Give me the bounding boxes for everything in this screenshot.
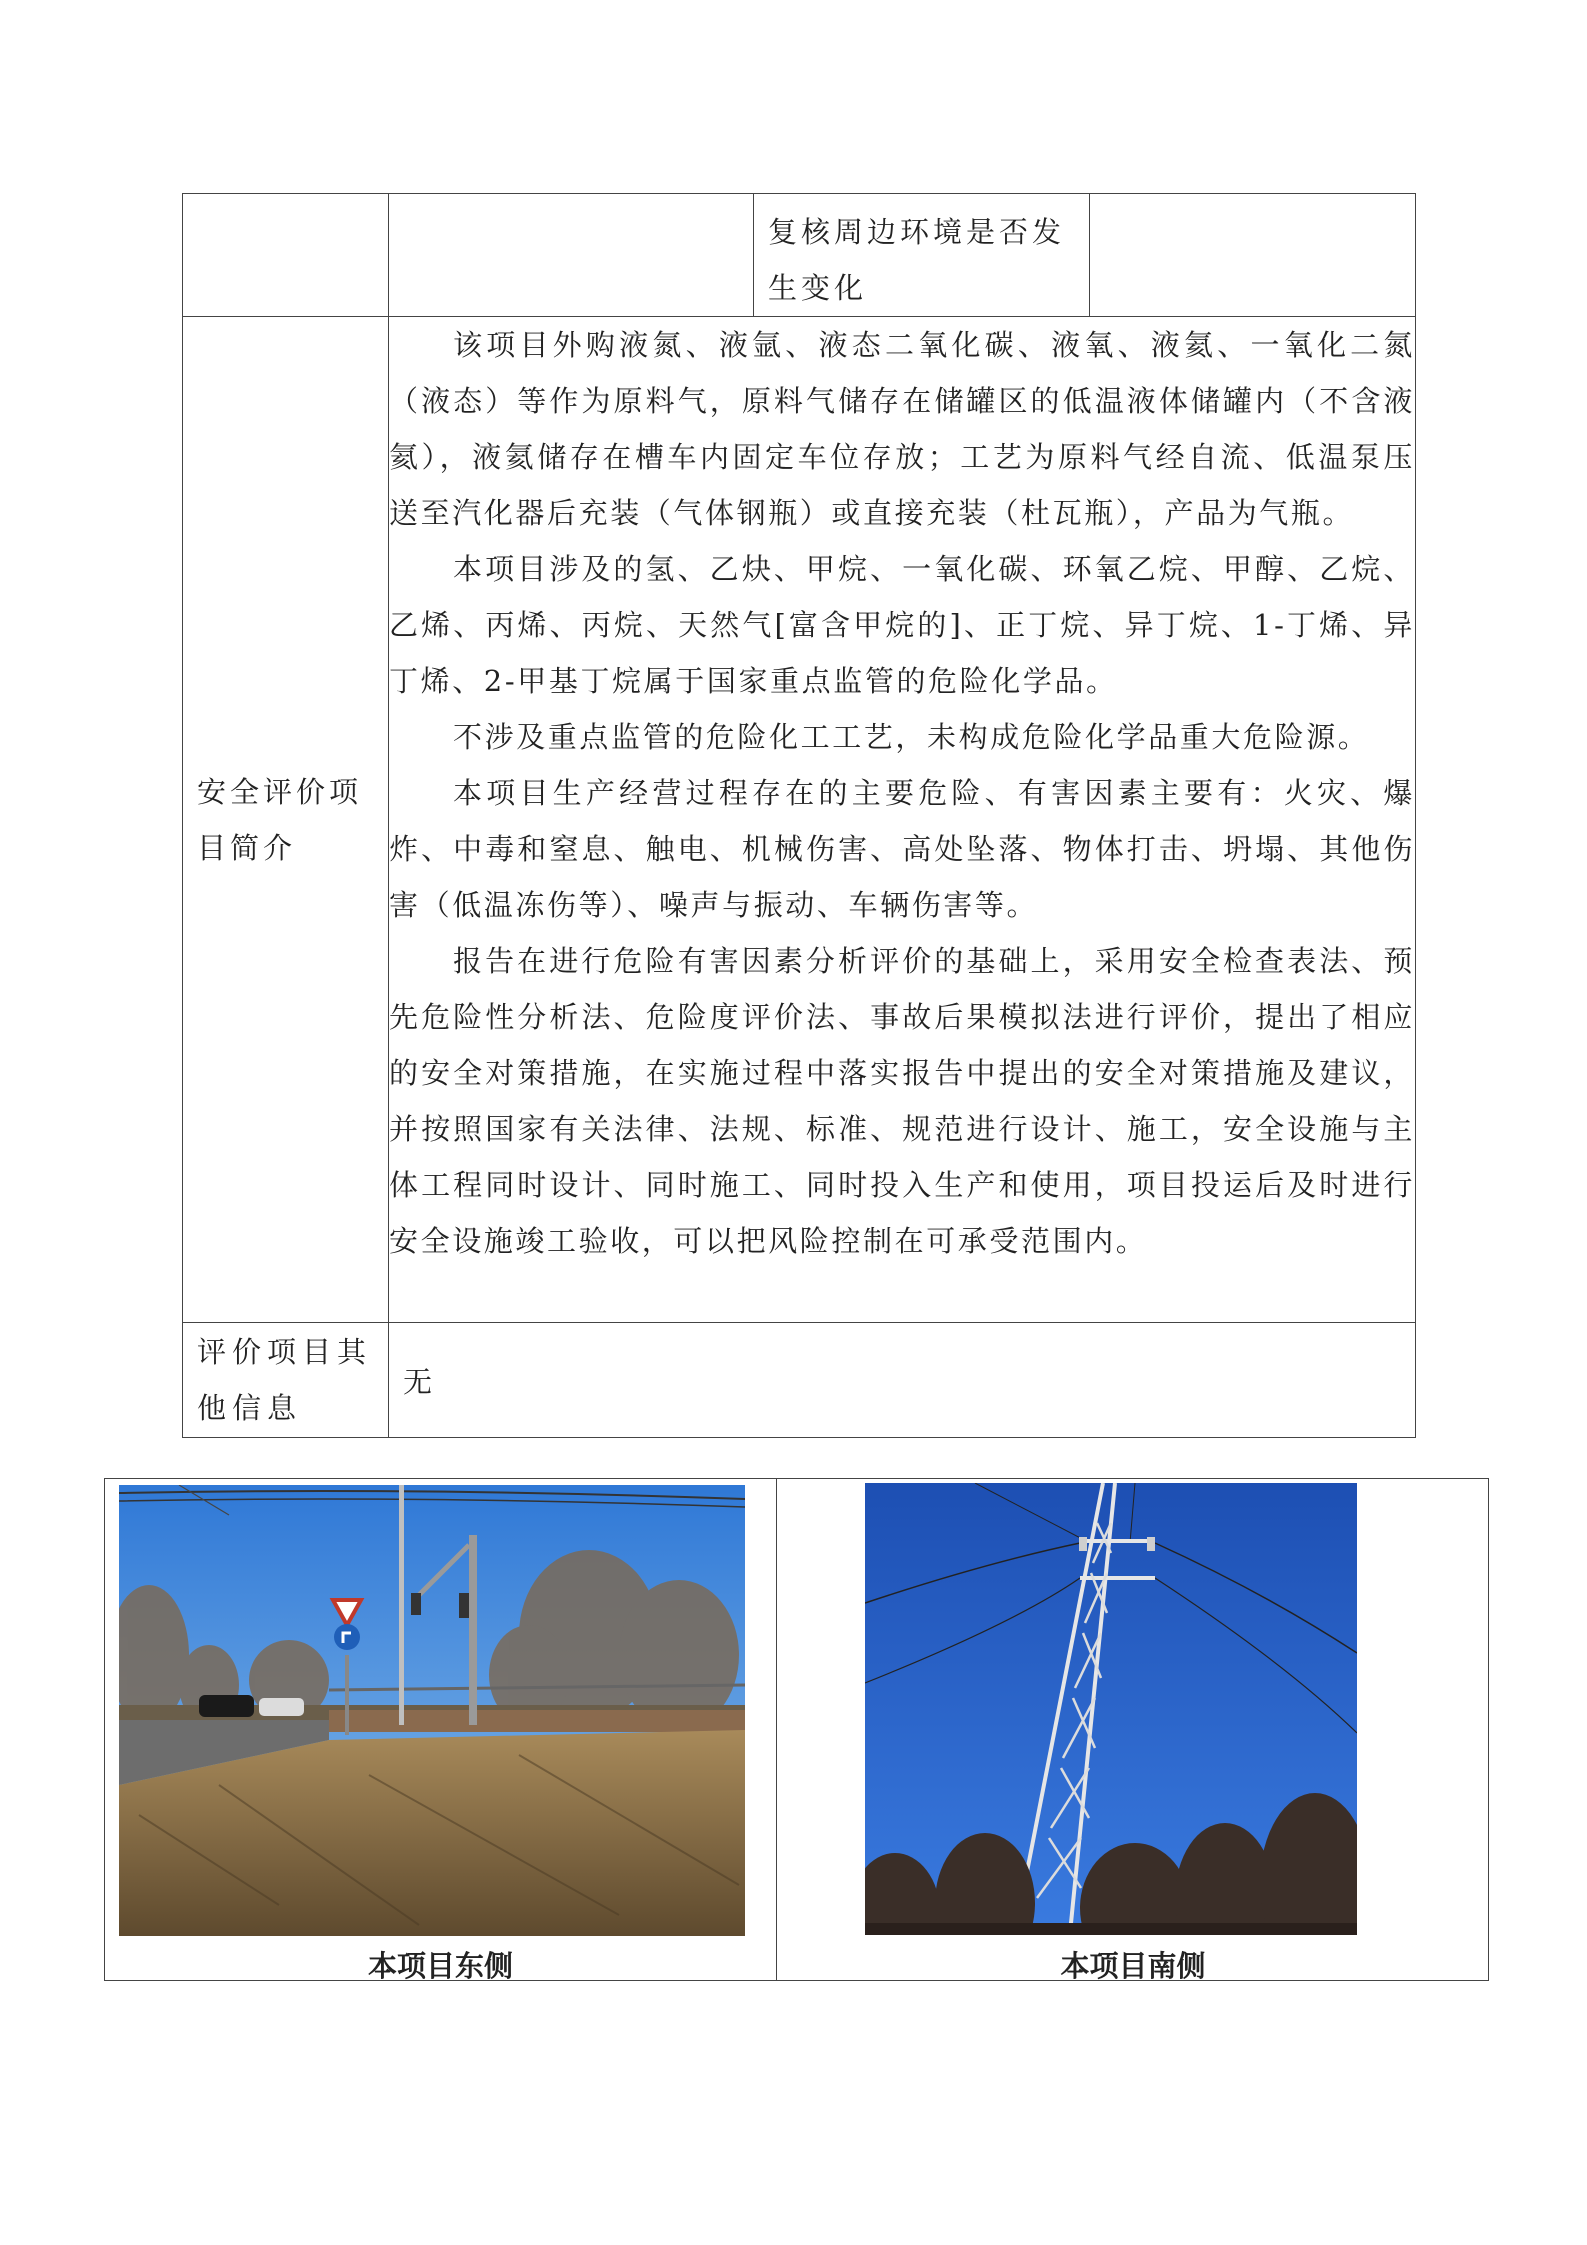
photo-table <box>104 1478 1489 1981</box>
east-side-photo-image <box>119 1485 745 1936</box>
project-summary-cell <box>389 317 1416 1323</box>
evaluation-table <box>182 193 1416 1438</box>
review-item-text: 复核周边环境是否发生变化 <box>768 215 1066 305</box>
summary-paragraph: 本项目涉及的氢、乙炔、甲烷、一氧化碳、环氧乙烷、甲醇、乙烷、乙烯、丙烯、丙烷、天然气[富含甲烷的]、正丁烷、异丁烷、1-丁烯、异丁烯、2-甲基丁烷属于国家重点监管的危险化学品。 <box>389 552 1415 698</box>
east-side-caption: 本项目东侧 <box>367 1949 513 1983</box>
table-row <box>183 1323 1416 1438</box>
summary-paragraph: 不涉及重点监管的危险化工工艺，未构成危险化学品重大危险源。 <box>453 720 1370 754</box>
summary-paragraph: 本项目生产经营过程存在的主要危险、有害因素主要有：火灾、爆炸、中毒和窒息、触电、机械伤害、高处坠落、物体打击、坍塌、其他伤害（低温冻伤等）、噪声与振动、车辆伤害等。 <box>389 776 1415 922</box>
summary-paragraph: 报告在进行危险有害因素分析评价的基础上，采用安全检查表法、预先危险性分析法、危险度评价法、事故后果模拟法进行评价，提出了相应的安全对策措施，在实施过程中落实报告中提出的安全对策措施及建议，并按照国家有关法律、法规、标准、规范进行设计、施工，安全设施与主体工程同时设计、同时施工、同时投入生产和使用，项目投运后及时进行安全设施竣工验收，可以把风险控制在可承受范围内。 <box>389 944 1415 1258</box>
project-summary-label: 安全评价项目简介 <box>197 774 363 865</box>
other-info-cell <box>389 1323 1416 1438</box>
table-cell <box>183 194 389 317</box>
east-side-photo <box>119 1485 745 1936</box>
south-side-caption: 本项目南侧 <box>1060 1949 1206 1983</box>
table-cell <box>754 194 1090 317</box>
south-side-photo <box>865 1483 1357 1935</box>
table-cell <box>1090 194 1416 317</box>
south-side-photo-image <box>865 1483 1357 1935</box>
table-row <box>183 194 1416 317</box>
summary-paragraph: 该项目外购液氮、液氩、液态二氧化碳、液氧、液氦、一氧化二氮（液态）等作为原料气，原料气储存在储罐区的低温液体储罐内（不含液氦），液氦储存在槽车内固定车位存放；工艺为原料气经自流、低温泵压送至汽化器后充装（气体钢瓶）或直接充装（杜瓦瓶），产品为气瓶。 <box>389 328 1415 530</box>
table-row <box>183 317 1416 1323</box>
table-cell <box>389 194 754 317</box>
table-cell <box>183 317 389 1323</box>
other-info-value: 无 <box>403 1364 433 1399</box>
photo-divider <box>776 1479 777 1980</box>
table-cell <box>183 1323 389 1438</box>
other-info-label: 评价项目其他信息 <box>197 1335 373 1425</box>
